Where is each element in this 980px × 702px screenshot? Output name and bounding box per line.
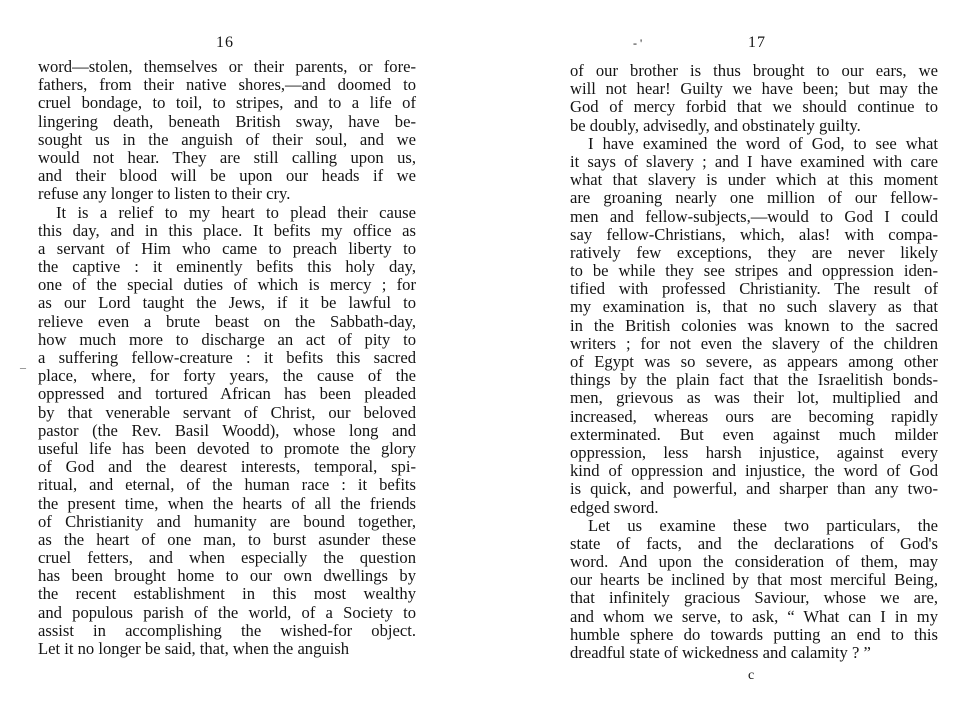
text-line: place, where, for forty years, the cause of the	[38, 366, 416, 386]
text-line: cruel fetters, and when especially the question	[38, 548, 416, 568]
text-line: our hearts be inclined by that most merciful Being,	[570, 570, 938, 590]
text-line: ritual, and eternal, of the human race : it befits	[38, 475, 416, 495]
text-line: pastor (the Rev. Basil Woodd), whose long and	[38, 420, 416, 440]
text-line: the present time, when the hearts of all the friends	[38, 493, 416, 513]
text-line: it says of slavery ; and I have examined with care	[570, 151, 938, 171]
text-line: will not hear! Guilty we have been; but may the	[570, 79, 938, 99]
text-line: word—stolen, themselves or their parents, or fore-	[38, 57, 416, 76]
text-line: dreadful state of wickedness and calamity ? ”	[570, 643, 871, 662]
text-line: to be while they see stripes and oppression iden-	[570, 261, 938, 281]
text-line: things by the plain fact that the Israelitish bonds-	[570, 370, 938, 390]
text-line: has been brought home to our own dwellings by	[38, 566, 416, 586]
text-line: and their blood will be upon our heads if we	[38, 166, 416, 186]
text-line: how much more to discharge an act of pity to	[38, 329, 416, 349]
text-line: sought us in the anguish of their soul, and we	[38, 129, 416, 149]
text-line: say fellow-Christians, which, alas! with compa-	[570, 224, 938, 244]
text-line: my examination is, that no such slavery as that	[570, 297, 938, 317]
text-line: the captive : it eminently befits this holy day,	[38, 257, 416, 277]
text-line: this day, and in this place. It befits my office as	[38, 220, 416, 240]
text-line: and whom we serve, to ask, “ What can I in my	[570, 606, 938, 626]
text-line: are groaning nearly one million of our fellow-	[570, 188, 938, 208]
text-line: Let us examine these two particulars, the	[588, 515, 938, 535]
text-line: as the heart of one man, to burst asunder these	[38, 529, 416, 549]
text-line: in the British colonies was known to the sacred	[570, 315, 938, 335]
text-line: word. And upon the consideration of them, may	[570, 552, 938, 572]
left-page	[0, 0, 480, 702]
text-line: kind of oppression and injustice, the word of God	[570, 461, 938, 481]
text-line: exterminated. But even against much milder	[570, 424, 938, 444]
text-line: God of mercy forbid that we should continue to	[570, 97, 938, 117]
text-line: increased, whereas ours are becoming rapidly	[570, 406, 938, 426]
text-line: of our brother is thus brought to our ears, we	[570, 61, 938, 80]
text-line: men and fellow-subjects,—would to God I could	[570, 206, 938, 226]
text-line: a servant of Him who came to preach liberty to	[38, 238, 416, 258]
text-line: assist in accomplishing the wished-for object.	[38, 620, 416, 640]
text-line: lingering death, beneath British sway, have be-	[38, 111, 416, 131]
text-line: Let it no longer be said, that, when the anguish	[38, 639, 350, 658]
text-line: I have examined the word of God, to see what	[588, 133, 938, 153]
text-line: cruel bondage, to toil, to stripes, and to a life of	[38, 93, 416, 113]
text-line: oppressed and tortured African has been pleaded	[38, 384, 416, 404]
text-line: edged sword.	[570, 497, 659, 517]
text-line: oppression, less harsh injustice, against every	[570, 442, 938, 462]
text-line: of Christianity and humanity are bound together,	[38, 511, 416, 531]
text-line: of God and the dearest interests, temporal, spi-	[38, 457, 416, 477]
text-line: as our Lord taught the Jews, if it be lawful to	[38, 293, 416, 313]
text-line: and populous parish of the world, of a Society to	[38, 602, 416, 622]
text-line: relieve even a brute beast on the Sabbath-day,	[38, 311, 416, 331]
page-number-right: 17	[748, 34, 766, 51]
text-line: refuse any longer to listen to their cry.	[38, 184, 291, 204]
text-line: one of the special duties of which is mercy ; for	[38, 275, 416, 295]
right-page-text	[570, 62, 938, 662]
text-line: men, grievous as was their lot, multiplied and	[570, 388, 938, 408]
text-line: It is a relief to my heart to plead their cause	[56, 202, 416, 222]
text-line: ratively few exceptions, they are never likely	[570, 242, 938, 262]
right-page	[490, 0, 980, 702]
page-number-left: 16	[216, 34, 234, 51]
header-dots: - '	[633, 36, 643, 50]
text-line: state of facts, and the declarations of God's	[570, 533, 938, 553]
text-line: the recent establishment in this most wealthy	[38, 584, 416, 604]
text-line: be doubly, advisedly, and obstinately guilty.	[570, 115, 861, 135]
text-line: that infinitely gracious Saviour, whose we are,	[570, 588, 938, 608]
margin-mark: –	[20, 360, 26, 374]
text-line: would not hear. They are still calling upon us,	[38, 147, 416, 167]
text-line: tified with professed Christianity. The result of	[570, 279, 938, 299]
text-line: of Egypt was so severe, as appears among other	[570, 352, 938, 371]
left-page-text	[38, 58, 416, 658]
text-line: fathers, from their native shores,—and doomed to	[38, 75, 416, 95]
signature-mark: c	[748, 668, 755, 683]
text-line: is quick, and powerful, and sharper than any two-	[570, 479, 938, 499]
text-line: what that slavery is under which at this moment	[570, 170, 938, 190]
text-line: by that venerable servant of Christ, our beloved	[38, 402, 416, 422]
text-line: humble sphere do towards putting an end to this	[570, 624, 938, 644]
text-line: useful life has been devoted to promote the glory	[38, 438, 416, 458]
text-line: a suffering fellow-creature : it befits this sacred	[38, 348, 416, 367]
text-line: writers ; for not even the slavery of the children	[570, 333, 938, 353]
